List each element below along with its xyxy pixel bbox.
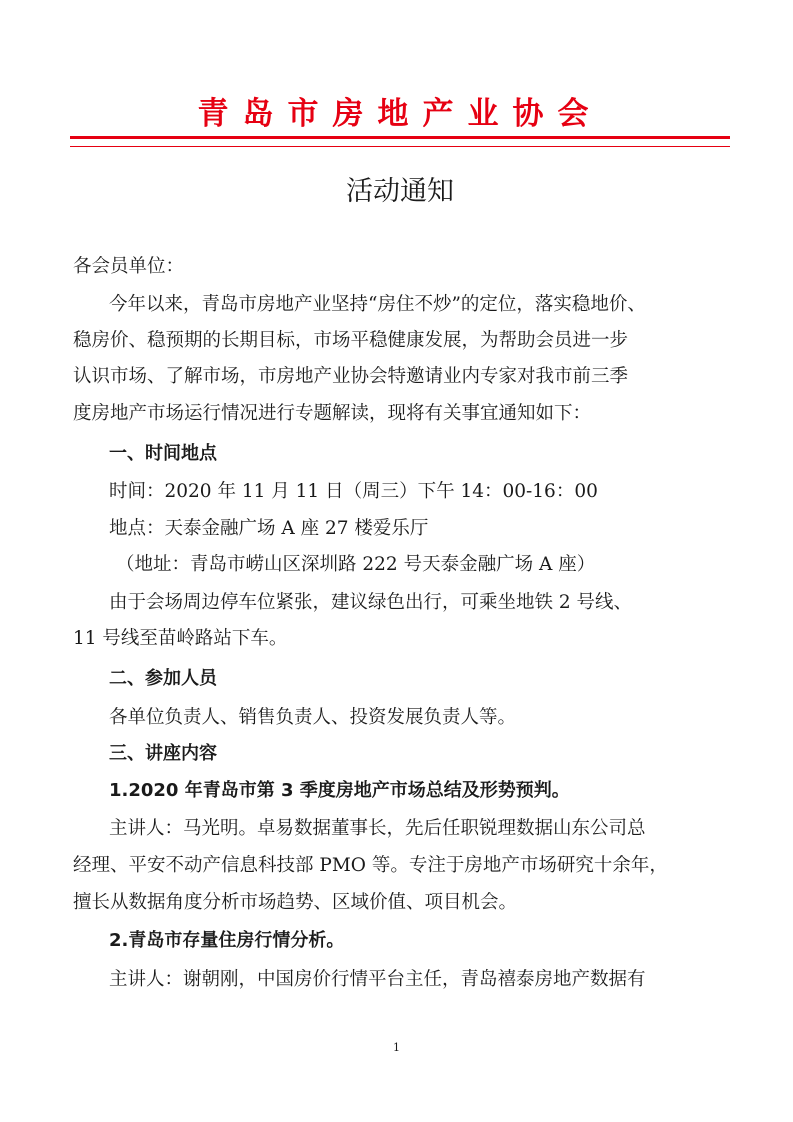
event-time: 时间：2020 年 11 月 11 日（周三）下午 14：00-16：00 [109,481,598,502]
section-heading-attendees: 二、参加人员 [109,668,217,689]
notice-title: 活动通知 [346,176,454,207]
salutation: 各会员单位： [73,256,185,277]
transport-line-2: 11 号线至苗岭路站下车。 [73,628,288,649]
attendees-text: 各单位负责人、销售负责人、投资发展负责人等。 [109,707,517,728]
event-address: （地址：青岛市崂山区深圳路 222 号天泰金融广场 A 座） [116,554,596,575]
header-thick-rule [70,136,730,139]
intro-line-1: 今年以来，青岛市房地产业坚持“房住不炒”的定位，落实稳地价、 [109,294,646,315]
org-name-header: 青岛市房地产业协会 [197,96,603,132]
intro-line-3: 认识市场、了解市场，市房地产业协会特邀请业内专家对我市前三季 [73,366,629,387]
topic-1-speaker-line-2: 经理、平安不动产信息科技部 PMO 等。专注于房地产市场研究十余年， [73,855,668,876]
header-thin-rule [70,146,730,147]
topic-1-speaker-line-3: 擅长从数据角度分析市场趋势、区域价值、项目机会。 [73,892,518,913]
topic-1-speaker-line-1: 主讲人：马光明。卓易数据董事长，先后任职锐理数据山东公司总 [109,818,646,839]
page-number: 1 [393,1041,400,1054]
topic-1-title: 1.2020 年青岛市第 3 季度房地产市场总结及形势预判。 [109,780,570,801]
topic-2-speaker-line-1: 主讲人：谢朝刚，中国房价行情平台主任，青岛禧泰房地产数据有 [109,969,646,990]
intro-line-2: 稳房价、稳预期的长期目标，市场平稳健康发展，为帮助会员进一步 [73,330,629,351]
section-heading-lecture: 三、讲座内容 [109,743,217,764]
transport-line-1: 由于会场周边停车位紧张，建议绿色出行，可乘坐地铁 2 号线、 [109,592,633,613]
topic-2-title: 2.青岛市存量住房行情分析。 [109,930,345,951]
intro-line-4: 度房地产市场运行情况进行专题解读，现将有关事宜通知如下： [73,403,592,424]
event-place: 地点：天泰金融广场 A 座 27 楼爱乐厅 [109,518,429,539]
section-heading-time-place: 一、时间地点 [109,443,217,464]
